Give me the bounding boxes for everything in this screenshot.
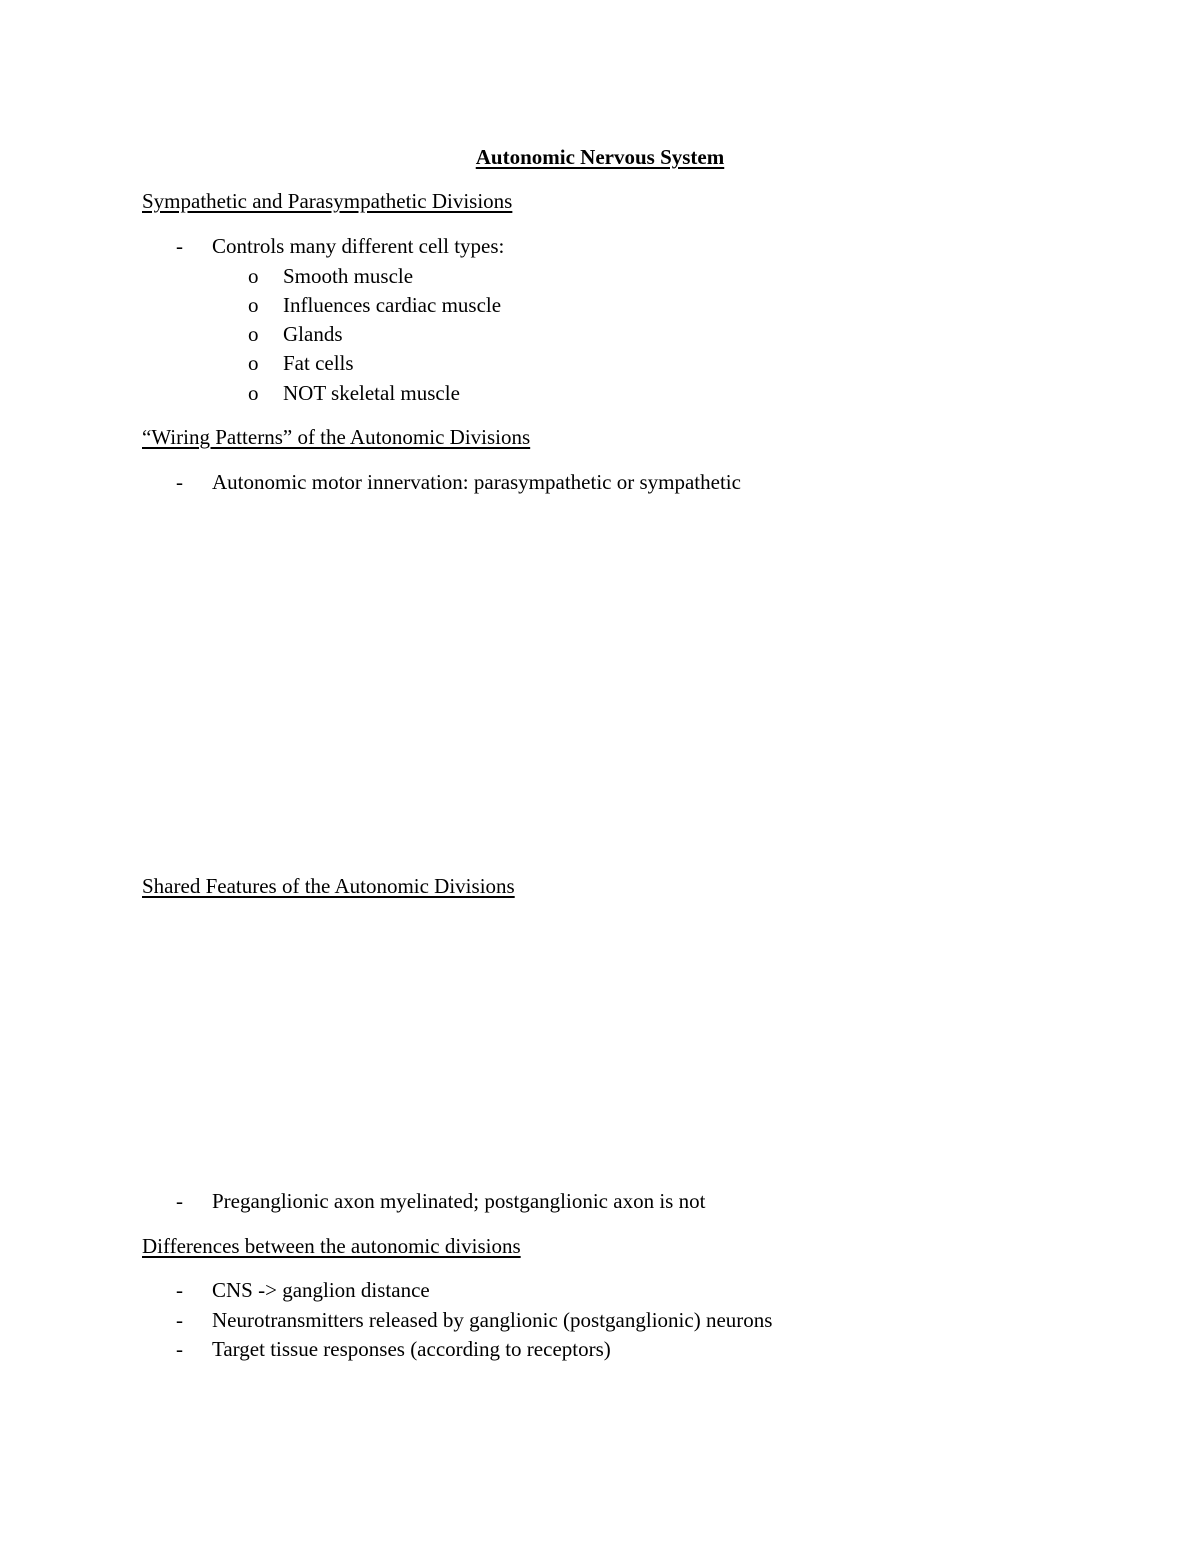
bullet-marker: - [176, 234, 183, 258]
sub-bullet-text: Smooth muscle [283, 264, 414, 288]
bullet-text: Target tissue responses (according to receptors) [212, 1337, 611, 1361]
section-heading-differences: Differences between the autonomic divisions [142, 1234, 521, 1258]
bullet-marker: - [176, 1278, 183, 1302]
sub-bullet-marker: o [248, 322, 259, 346]
bullet-marker: - [176, 1308, 183, 1332]
bullet-text: Controls many different cell types: [212, 234, 505, 258]
section-heading-divisions: Sympathetic and Parasympathetic Divisions [142, 189, 513, 213]
section-heading-shared-features: Shared Features of the Autonomic Divisions [142, 874, 515, 898]
bullet-marker: - [176, 1337, 183, 1361]
sub-bullet-text: Glands [283, 322, 343, 346]
bullet-text: Neurotransmitters released by ganglionic (postganglionic) neurons [212, 1308, 773, 1332]
sub-bullet-marker: o [248, 381, 259, 405]
sub-bullet-text: Fat cells [283, 351, 354, 375]
sub-bullet-marker: o [248, 293, 259, 317]
bullet-marker: - [176, 470, 183, 494]
sub-bullet-marker: o [248, 264, 259, 288]
sub-bullet-text: Influences cardiac muscle [283, 293, 502, 317]
bullet-marker: - [176, 1189, 183, 1213]
page-title: Autonomic Nervous System [475, 145, 725, 169]
section-heading-wiring-patterns: “Wiring Patterns” of the Autonomic Divisions [142, 425, 531, 449]
bullet-text: CNS -> ganglion distance [212, 1278, 430, 1302]
sub-bullet-marker: o [248, 351, 259, 375]
bullet-text: Autonomic motor innervation: parasympathetic or sympathetic [212, 470, 741, 494]
sub-bullet-text: NOT skeletal muscle [283, 381, 460, 405]
bullet-text: Preganglionic axon myelinated; postganglionic axon is not [212, 1189, 706, 1213]
